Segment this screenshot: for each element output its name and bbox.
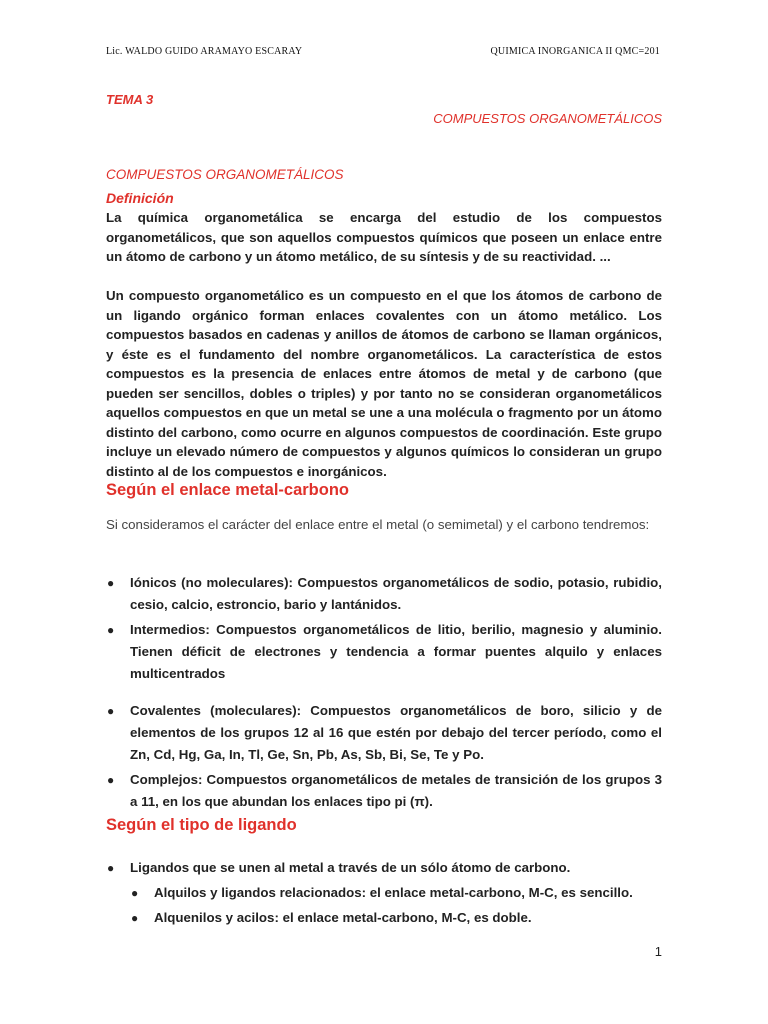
document-title: COMPUESTOS ORGANOMETÁLICOS bbox=[433, 111, 662, 126]
bullet-icon: ● bbox=[107, 576, 115, 590]
bullet-icon: ● bbox=[107, 704, 115, 718]
bullet-icon: ● bbox=[107, 861, 115, 875]
bullet-icon: ● bbox=[131, 911, 139, 925]
page-number: 1 bbox=[654, 944, 662, 959]
running-header bbox=[106, 46, 660, 57]
heading-ligando: Según el tipo de ligando bbox=[106, 816, 297, 834]
lead-enlace: Si consideramos el carácter del enlace entre el metal (o semimetal) y el carbono tendremos: bbox=[106, 517, 650, 532]
header-course: QUIMICA INORGANICA II QMC=201 bbox=[490, 46, 660, 57]
heading-enlace: Según el enlace metal-carbono bbox=[106, 481, 349, 499]
header-author: Lic. WALDO GUIDO ARAMAYO ESCARAY bbox=[106, 46, 303, 57]
enlace-list-2 bbox=[106, 700, 662, 813]
ligando-sublist bbox=[130, 882, 662, 929]
list-item: ● Iónicos (no moleculares): Compuestos organometálicos de sodio, potasio, rubidio, cesio, calcio, estroncio, bario y lantánidos. bbox=[106, 572, 662, 616]
section-title: COMPUESTOS ORGANOMETÁLICOS bbox=[106, 167, 344, 182]
list-item: ● Covalentes (moleculares): Compuestos organometálicos de boro, silicio y de elementos de los grupos 12 al 16 que estén por debajo del tercer período, como el Zn, Cd, Hg, Ga, In, Tl, Ge, Sn, Pb, As, Sb, Bi, Se, Te y Po. bbox=[106, 700, 662, 766]
definition-label: Definición bbox=[106, 190, 174, 206]
tema-label: TEMA 3 bbox=[106, 92, 154, 107]
sub-list-item: ● Alquilos y ligandos relacionados: el enlace metal-carbono, M-C, es sencillo. bbox=[130, 882, 662, 904]
paragraph-description: Un compuesto organometálico es un compuesto en el que los átomos de carbono de un ligando orgánico forman enlaces covalentes con un átomo metálico. Los compuestos basados en cadenas y anillos de átomos de carbono se llaman orgánicos, y éste es el fundamento del nombre organometálicos. La característica de estos compuestos es la presencia de enlaces entre átomos de metal y de carbono (que pueden ser sencillos, dobles o triples) y por tanto no se consideran organometálicos aquellos compuestos en que un metal se une a una molécula o fragmento por un átomo distinto del carbono, como ocurre en algunos compuestos de coordinación. Este grupo incluye un elevado número de compuestos y algunos químicos lo consideran un grupo distinto al de los compuestos e inorgánicos. bbox=[106, 288, 662, 479]
paragraph-definition: La química organometálica se encarga del estudio de los compuestos organometálicos, que son aquellos compuestos químicos que poseen un enlace entre un átomo de carbono y un átomo metálico, de su síntesis y de su reactividad. ... bbox=[106, 210, 662, 264]
ligando-list bbox=[106, 857, 662, 932]
list-item: ● Ligandos que se unen al metal a través de un sólo átomo de carbono. ● Alquilos y ligandos relacionados: el enlace metal-carbono, M-C, es sencillo. ● Alquenilos y acilos: el enlace metal-carbono, M-C, es doble. bbox=[106, 857, 662, 929]
list-item: ● Intermedios: Compuestos organometálicos de litio, berilio, magnesio y aluminio. Tienen déficit de electrones y tendencia a formar puentes alquilo y enlaces multicentrados bbox=[106, 619, 662, 685]
bullet-icon: ● bbox=[131, 886, 139, 900]
enlace-list-1 bbox=[106, 572, 662, 685]
list-item: ● Complejos: Compuestos organometálicos de metales de transición de los grupos 3 a 11, en los que abundan los enlaces tipo pi (π). bbox=[106, 769, 662, 813]
bullet-icon: ● bbox=[107, 623, 115, 637]
bullet-icon: ● bbox=[107, 773, 115, 787]
sub-list-item: ● Alquenilos y acilos: el enlace metal-carbono, M-C, es doble. bbox=[130, 907, 662, 929]
